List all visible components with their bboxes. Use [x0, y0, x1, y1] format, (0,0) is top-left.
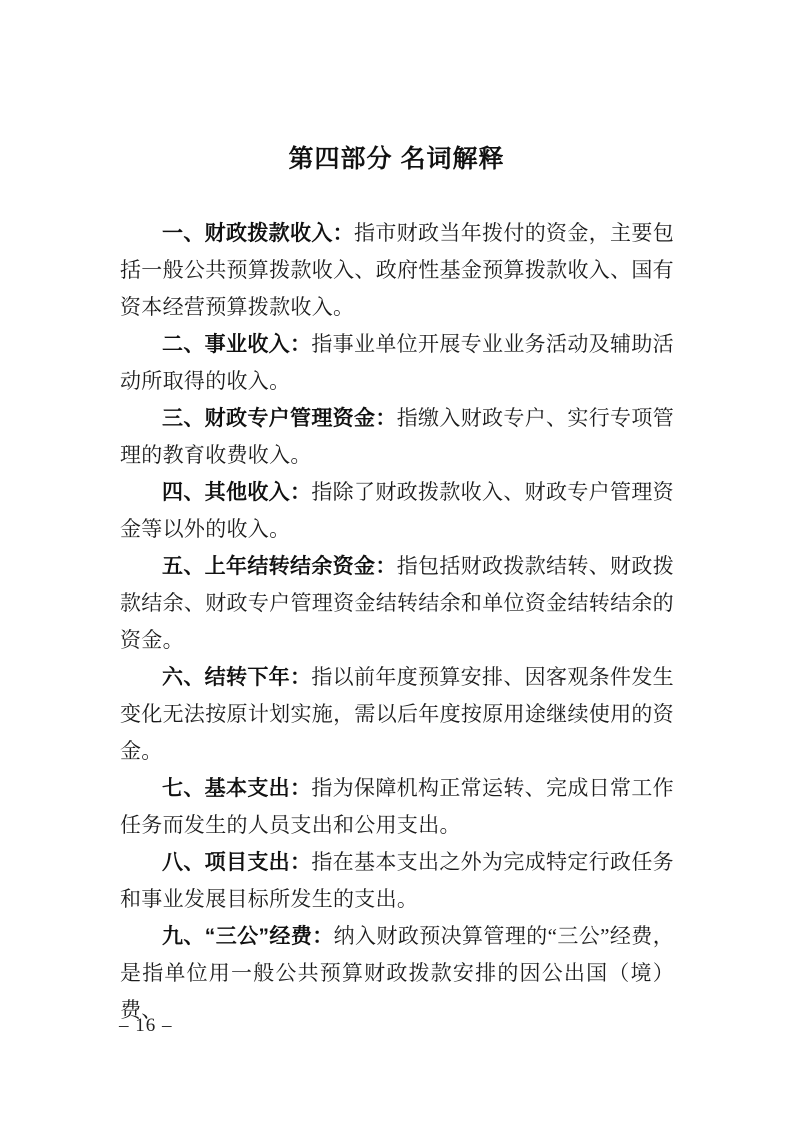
- definition-paragraph: [120, 400, 674, 474]
- term-definition: 纳入财政预决算管理的“三公”经费，是指单位用一般公共预算财政拨款安排的因公出国（境）费、: [120, 924, 674, 1022]
- term-label: 二、事业收入：: [162, 333, 312, 356]
- term-definition: 指包括财政拨款结转、财政拨款结余、财政专户管理资金结转结余和单位资金结转结余的资金。: [120, 554, 674, 652]
- term-definition: 指以前年度预算安排、因客观条件发生变化无法按原计划实施，需以后年度按原用途继续使用的资金。: [120, 665, 674, 763]
- definition-paragraph: [120, 844, 674, 918]
- term-definition: 指事业单位开展专业业务活动及辅助活动所取得的收入。: [120, 332, 674, 393]
- term-definition: 指除了财政拨款收入、财政专户管理资金等以外的收入。: [120, 480, 674, 541]
- definition-paragraph: [120, 918, 674, 1029]
- term-definition: 指为保障机构正常运转、完成日常工作任务而发生的人员支出和公用支出。: [120, 776, 674, 837]
- term-definition: 指在基本支出之外为完成特定行政任务和事业发展目标所发生的支出。: [120, 850, 674, 911]
- term-label: 三、财政专户管理资金：: [162, 407, 397, 430]
- definition-paragraph: [120, 770, 674, 844]
- definition-paragraph: [120, 659, 674, 770]
- term-label: 一、财政拨款收入：: [162, 222, 355, 245]
- term-definition: 指缴入财政专户、实行专项管理的教育收费收入。: [120, 406, 674, 467]
- definition-paragraph: [120, 474, 674, 548]
- page-number: – 16 –: [119, 1015, 173, 1036]
- term-label: 八、项目支出：: [162, 851, 312, 874]
- term-label: 七、基本支出：: [162, 777, 312, 800]
- term-definition: 指市财政当年拨付的资金，主要包括一般公共预算拨款收入、政府性基金预算拨款收入、国有资本经营预算拨款收入。: [120, 221, 674, 319]
- term-label: 四、其他收入：: [162, 481, 312, 504]
- definition-paragraph: [120, 215, 674, 326]
- term-label: 九、“三公”经费：: [162, 925, 334, 948]
- section-title: 第四部分 名词解释: [288, 145, 505, 173]
- term-label: 六、结转下年：: [162, 666, 312, 689]
- definition-paragraph: [120, 326, 674, 400]
- document-body: [120, 215, 674, 1029]
- definition-paragraph: [120, 548, 674, 659]
- term-label: 五、上年结转结余资金：: [162, 555, 397, 578]
